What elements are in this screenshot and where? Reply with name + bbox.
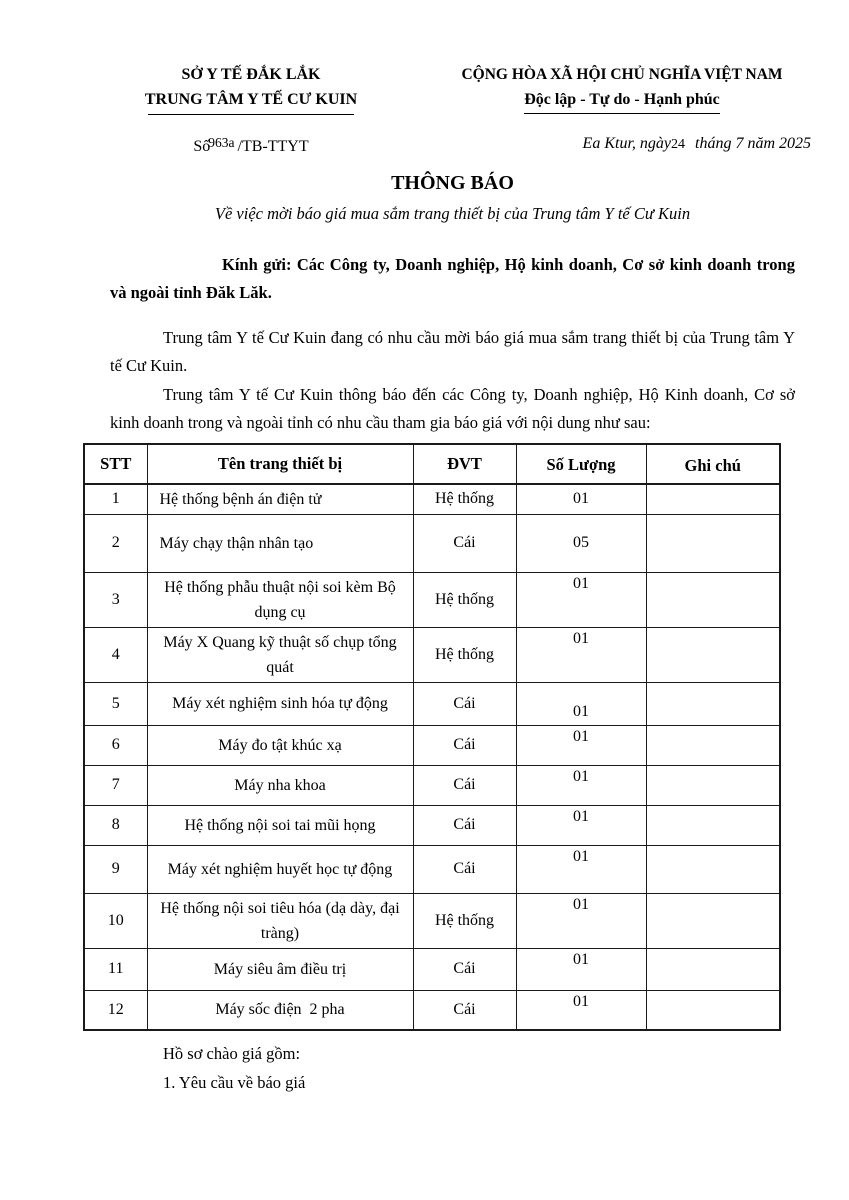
table-row (84, 484, 780, 515)
cell-note (646, 845, 780, 893)
body-paragraph-1: Trung tâm Y tế Cư Kuin đang có nhu cầu mời báo giá mua sắm trang thiết bị của Trung tâm Y tế Cư Kuin. (110, 327, 795, 375)
footer-line-2: 1. Yêu cầu về báo giá (163, 1073, 306, 1092)
table-row (84, 682, 780, 725)
cell-stt: 2 (84, 514, 147, 572)
cell-stt: 11 (84, 948, 147, 990)
cell-stt: 6 (84, 725, 147, 765)
national-motto-line2: Độc lập - Tự do - Hạnh phúc (524, 87, 720, 114)
cell-qty: 01 (516, 682, 646, 725)
cell-unit: Hệ thống (413, 893, 516, 948)
cell-unit: Cái (413, 990, 516, 1030)
cell-unit: Cái (413, 845, 516, 893)
document-title: THÔNG BÁO (391, 172, 514, 194)
date-day: 24 (671, 137, 685, 152)
doc-number-suffix: /TB-TTYT (237, 138, 309, 155)
cell-unit: Cái (413, 948, 516, 990)
cell-name: Máy đo tật khúc xạ (147, 725, 413, 765)
table-header-row (84, 444, 780, 484)
table-row (84, 990, 780, 1030)
table-row (84, 627, 780, 682)
cell-name: Hệ thống nội soi tai mũi họng (147, 805, 413, 845)
table-row (84, 805, 780, 845)
cell-note (646, 893, 780, 948)
cell-note (646, 990, 780, 1030)
cell-qty: 01 (516, 572, 646, 627)
cell-unit: Hệ thống (413, 484, 516, 515)
table-row (84, 765, 780, 805)
cell-unit: Hệ thống (413, 572, 516, 627)
org-name-line2: TRUNG TÂM Y TẾ CƯ KUIN (144, 91, 358, 108)
cell-qty: 01 (516, 893, 646, 948)
cell-name: Máy siêu âm điều trị (147, 948, 413, 990)
table-row (84, 893, 780, 948)
cell-qty: 01 (516, 948, 646, 990)
issuing-org-block (106, 62, 396, 156)
cell-note (646, 627, 780, 682)
cell-unit: Cái (413, 725, 516, 765)
cell-stt: 9 (84, 845, 147, 893)
cell-note (646, 484, 780, 515)
cell-note (646, 765, 780, 805)
cell-unit: Cái (413, 682, 516, 725)
cell-name: Hệ thống nội soi tiêu hóa (dạ dày, đại tràng) (147, 893, 413, 948)
cell-qty: 01 (516, 627, 646, 682)
cell-unit: Cái (413, 765, 516, 805)
cell-name: Máy X Quang kỹ thuật số chụp tổng quát (147, 627, 413, 682)
cell-name: Máy nha khoa (147, 765, 413, 805)
doc-number (106, 135, 396, 156)
cell-qty: 05 (516, 514, 646, 572)
cell-note (646, 682, 780, 725)
footer-line-1: Hồ sơ chào giá gồm: (163, 1044, 301, 1063)
cell-qty: 01 (516, 845, 646, 893)
cell-qty: 01 (516, 990, 646, 1030)
national-motto-line1: CỘNG HÒA XÃ HỘI CHỦ NGHĨA VIỆT NAM (461, 66, 783, 83)
org-underline (148, 114, 354, 115)
cell-qty: 01 (516, 484, 646, 515)
date-line (431, 135, 813, 153)
table-row (84, 572, 780, 627)
cell-name: Máy sốc điện 2 pha (147, 990, 413, 1030)
document-header (0, 0, 849, 156)
document-subtitle: Về việc mời báo giá mua sắm trang thiết bị của Trung tâm Y tế Cư Kuin (214, 204, 691, 223)
document-body (110, 172, 795, 438)
doc-number-value: 963a (208, 135, 235, 150)
cell-unit: Cái (413, 805, 516, 845)
col-header-name: Tên trang thiết bị (147, 444, 413, 484)
salutation: Kính gửi: Các Công ty, Doanh nghiệp, Hộ kinh doanh, Cơ sở kinh doanh trong và ngoài tỉnh Đăk Lăk. (110, 255, 795, 302)
cell-name: Hệ thống phẫu thuật nội soi kèm Bộ dụng cụ (147, 572, 413, 627)
date-place-prefix: Ea Ktur, ngày (582, 135, 671, 152)
cell-stt: 12 (84, 990, 147, 1030)
cell-name: Máy xét nghiệm huyết học tự động (147, 845, 413, 893)
cell-stt: 1 (84, 484, 147, 515)
cell-stt: 10 (84, 893, 147, 948)
col-header-stt: STT (84, 444, 147, 484)
cell-note (646, 514, 780, 572)
cell-stt: 3 (84, 572, 147, 627)
cell-stt: 4 (84, 627, 147, 682)
national-header-block (431, 62, 813, 156)
cell-note (646, 572, 780, 627)
cell-unit: Cái (413, 514, 516, 572)
cell-name: Hệ thống bệnh án điện tử (147, 484, 413, 515)
cell-stt: 7 (84, 765, 147, 805)
cell-qty: 01 (516, 725, 646, 765)
cell-qty: 01 (516, 765, 646, 805)
cell-unit: Hệ thống (413, 627, 516, 682)
col-header-note: Ghi chú (646, 444, 780, 484)
col-header-qty: Số Lượng (516, 444, 646, 484)
cell-stt: 5 (84, 682, 147, 725)
table-row (84, 514, 780, 572)
cell-note (646, 725, 780, 765)
col-header-unit: ĐVT (413, 444, 516, 484)
doc-number-prefix: Số (193, 138, 211, 155)
cell-name: Máy chạy thận nhân tạo (147, 514, 413, 572)
table-row (84, 948, 780, 990)
cell-note (646, 948, 780, 990)
equipment-table (83, 443, 781, 1032)
table-row (84, 725, 780, 765)
org-name-line1: SỞ Y TẾ ĐẮK LẮK (181, 66, 321, 83)
cell-note (646, 805, 780, 845)
cell-stt: 8 (84, 805, 147, 845)
body-paragraph-2: Trung tâm Y tế Cư Kuin thông báo đến các Công ty, Doanh nghiệp, Hộ Kinh doanh, Cơ sở kinh doanh trong và ngoài tỉnh có nhu cầu tham gia báo giá với nội dung như sau: (110, 384, 795, 432)
date-rest: tháng 7 năm 2025 (695, 135, 811, 152)
cell-qty: 01 (516, 805, 646, 845)
cell-name: Máy xét nghiệm sinh hóa tự động (147, 682, 413, 725)
table-row (84, 845, 780, 893)
